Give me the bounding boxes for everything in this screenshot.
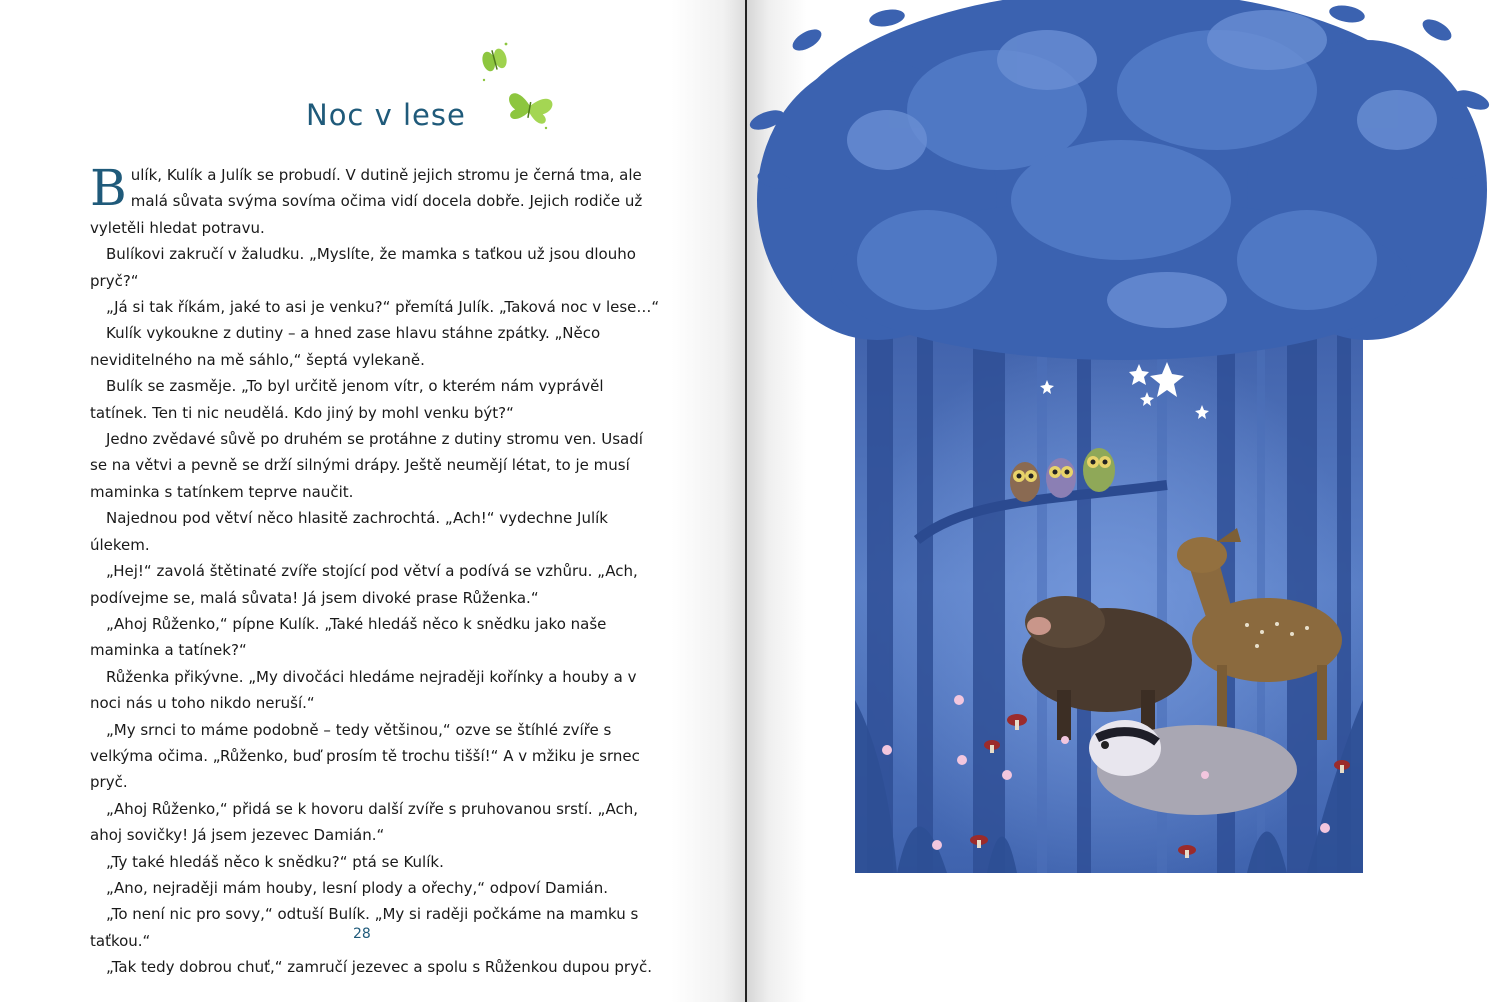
forest-illustration — [747, 0, 1494, 1002]
paragraph: Bulík, Kulík a Julík se probudí. V dutině jejich stromu je černá tma, ale malá sůvata svýma sovíma očima vidí docela dobře. Jejich rodiče už vyletěli hledat potravu. — [90, 159, 643, 237]
paragraph: Bulík se zasměje. „To byl určitě jenom vítr, o kterém nám vyprávěl tatínek. Ten ti nic neudělá. Kdo jiný by mohl venku být?“ — [90, 377, 604, 422]
paragraph: Najednou pod větví něco hlasitě zachrochtá. „Ach!“ vydechne Julík úlekem. — [90, 509, 608, 554]
paragraph: Bulíkovi zakručí v žaludku. „Myslíte, že mamka s taťkou už jsou dlouho pryč?“ — [90, 245, 636, 290]
paragraph: „My srnci to máme podobně – tedy většinou,“ ozve se štíhlé zvíře s velkýma očima. „Růženko, buď prosím tě trochu tišší!“ A v mžiku je srnec pryč. — [90, 720, 640, 792]
butterflies-icon — [466, 40, 566, 140]
paragraph: Jedno zvědavé sůvě po druhém se protáhne z dutiny stromu ven. Usadí se na větvi a pevně se drží silnými drápy. Ještě neumějí létat, to je musí maminka s tatínkem teprve naučit. — [90, 430, 643, 501]
story-text — [90, 159, 660, 981]
drop-cap: B — [90, 159, 127, 217]
paragraph: „Já si tak říkám, jaké to asi je venku?“ přemítá Julík. „Taková noc v lese…“ — [106, 298, 660, 317]
paragraph: „Ahoj Růženko,“ přidá se k hovoru další zvíře s pruhovanou srstí. „Ach, ahoj sovičky! Já jsem jezevec Damián.“ — [90, 799, 639, 845]
page-number: 28 — [353, 926, 371, 942]
paragraph: „To není nic pro sovy,“ odtuší Bulík. „My si raději počkáme na mamku s taťkou.“ — [90, 905, 639, 950]
paragraph: „Ahoj Růženko,“ pípne Kulík. „Také hledáš něco k snědku jako naše maminka a tatínek?“ — [90, 614, 607, 660]
paragraph: Růženka přikývne. „My divočáci hledáme nejraději kořínky a houby a v noci nás u toho nikdo neruší.“ — [90, 667, 637, 713]
paragraph: „Ty také hledáš něco k snědku?“ ptá se Kulík. — [106, 852, 444, 871]
paragraph: „Ano, nejraději mám houby, lesní plody a ořechy,“ odpoví Damián. — [106, 878, 608, 897]
paragraph: „Tak tedy dobrou chuť,“ zamručí jezevec a spolu s Růženkou dupou pryč. — [106, 958, 652, 977]
chapter-title: Noc v lese — [306, 98, 466, 132]
paragraph: Kulík vykoukne z dutiny – a hned zase hlavu stáhne zpátky. „Něco neviditelného na mě sáhlo,“ šeptá vylekaně. — [90, 324, 601, 369]
paragraph: „Hej!“ zavolá štětinaté zvíře stojící pod větví a podívá se vzhůru. „Ach, podívejme se, malá sůvata! Já jsem divoké prase Růženka.“ — [90, 562, 638, 607]
left-page — [0, 0, 746, 1002]
